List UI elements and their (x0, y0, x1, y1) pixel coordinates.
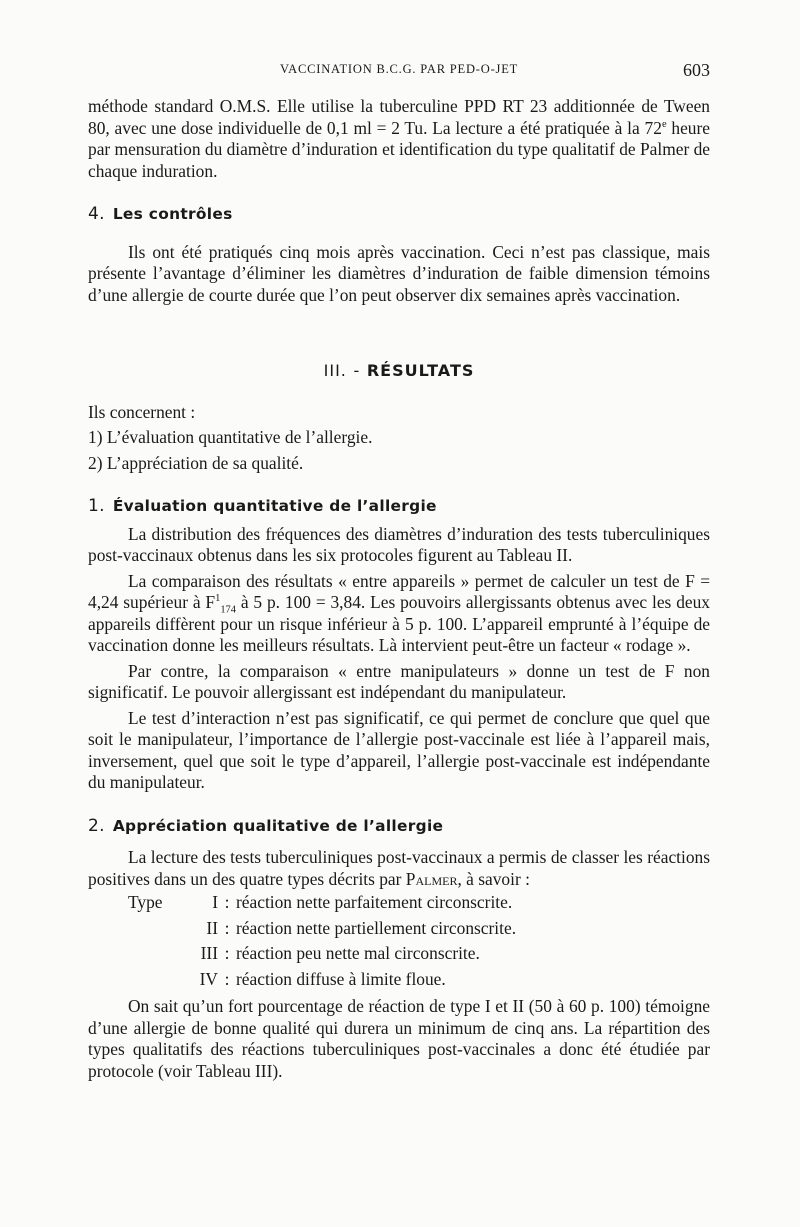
page-number: 603 (683, 60, 710, 80)
list-item: 1) L’évaluation quantitative de l’allergie. (88, 427, 373, 447)
page-body (88, 96, 710, 1082)
list-item: 2) L’appréciation de sa qualité. (88, 452, 304, 473)
type-row: IV : réaction diffuse à limite floue. (199, 968, 446, 989)
running-title: VACCINATION B.C.G. PAR PED-O-JET (279, 62, 519, 76)
paragraph-distribution: La distribution des fréquences des diamètres d’induration des tests tuberculiniques post-vaccinaux obtenus dans les six protocoles figurent au Tableau II. (88, 523, 710, 565)
page-header (88, 60, 710, 84)
type-row: II : réaction nette partiellement circonscrite. (206, 917, 517, 938)
paragraph-method: méthode standard O.M.S. Elle utilise la tuberculine PPD RT 23 additionnée de Tween 80, avec une dose individuelle de 0,1 ml = 2 Tu. La lecture a été pratiquée à la 72e heure par mensuration du diamètre d’induration et identification du type qualitatif de Palmer de chaque induration. (88, 96, 711, 181)
intro-text: Ils concernent : (88, 401, 196, 422)
section-heading-qualitative: 2. Appréciation qualitative de l’allergie (88, 815, 444, 836)
author-name: Palmer (405, 868, 458, 889)
paragraph-controles: Ils ont été pratiqués cinq mois après vaccination. Ceci n’est pas classique, mais présente l’avantage d’éliminer les diamètres d’induration de faible dimension témoins d’une allergie de courte durée que l’on peut observer dix semaines après vaccination. (88, 241, 710, 305)
section-heading-quantitative: 1. Évaluation quantitative de l’allergie (88, 496, 437, 516)
superscript-e: e (661, 118, 667, 130)
paragraph-pourcentage: On sait qu’un fort pourcentage de réaction de type I et II (50 à 60 p. 100) témoigne d’une allergie de bonne qualité qui durera un minimum de cinq ans. La répartition des types qualitatifs des réactions tuberculiniques post-vaccinales a donc été étudiée par protocole (voir Tableau III). (88, 996, 710, 1081)
section-heading-controles: 4. Les contrôles (88, 204, 233, 224)
type-row: Type I : réaction nette parfaitement circonscrite. (128, 892, 513, 912)
type-list (88, 892, 710, 990)
paragraph-interaction: Le test d’interaction n’est pas significatif, ce qui permet de conclure que quel que soit le manipulateur, l’importance de l’allergie post-vaccinale est liée à l’appareil mais, inversement, quel que soit le type d’appareil, l’allergie post-vaccinale est indépendante du manipulateur. (88, 707, 710, 792)
paragraph-comparaison-manipulateurs: Par contre, la comparaison « entre manipulateurs » donne un test de F non significatif. Le pouvoir allergissant est indépendant du manipulateur. (88, 660, 710, 702)
paragraph-palmer: La lecture des tests tuberculiniques post-vaccinaux a permis de classer les réactions positives dans un des quatre types décrits par Palmer, à savoir : (88, 847, 710, 889)
paragraph-comparaison-appareils: La comparaison des résultats « entre appareils » permet de calculer un test de F = 4,24 supérieur à $F^1_{174}$ à 5 p. 100 = 3,84. Les pouvoirs allergissants obtenus avec les deux appareils diffèrent pour un risque inférieur à 5 p. 100. L’appareil emprunté à l’équipe de vaccination donne les meilleurs résultats. Là intervient peut-être un facteur « rodage ». (88, 570, 710, 655)
main-heading-resultats: III. - RÉSULTATS (323, 361, 475, 380)
type-row: III : réaction peu nette mal circonscrite. (200, 943, 480, 963)
